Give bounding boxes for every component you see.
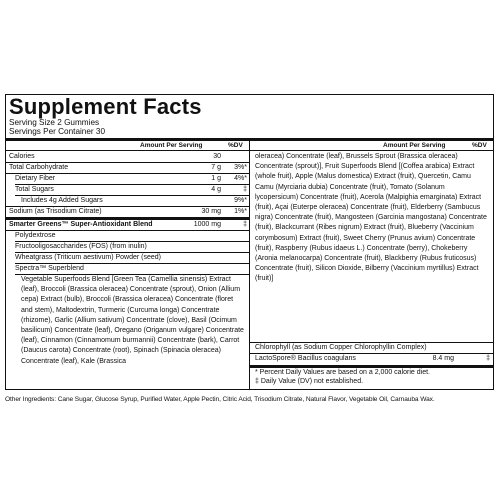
row-lactospore: LactoSpore® Bacillus coagulans	[255, 355, 356, 362]
row-rule	[6, 173, 249, 174]
row-rule	[249, 353, 493, 354]
footnote-dv-basis: * Percent Daily Values are based on a 2,000 calorie diet.	[255, 369, 430, 376]
row-rule	[15, 195, 249, 196]
sugars-amount: 4 g	[211, 186, 221, 193]
section-bar	[6, 217, 249, 220]
sugars-dv: ‡	[243, 186, 247, 193]
left-dv-header: %DV	[228, 142, 243, 149]
header-rule-right	[249, 150, 493, 151]
calories-amount: 30	[213, 153, 221, 160]
carb-amount: 7 g	[211, 164, 221, 171]
row-added-sugars: Includes 4g Added Sugars	[21, 197, 103, 204]
row-total-sugars: Total Sugars	[15, 186, 54, 193]
fiber-amount: 1 g	[211, 175, 221, 182]
footnote-bar	[249, 365, 493, 368]
row-sodium: Sodium (as Trisodium Citrate)	[9, 208, 102, 215]
sodium-dv: 1%*	[234, 208, 247, 215]
row-rule	[249, 342, 493, 343]
row-rule	[15, 184, 249, 185]
vegetable-superfoods-text: Vegetable Superfoods Blend [Green Tea (Camellia sinensis) Extract (leaf), Broccoli (Brassica oleracea) Concentrate (sprout), Onion (Allium cepa) Extract (bulb), Broccoli (Brassica oleracea) Concentrate (floret and stem), Maltodextrin, Turmeric (Curcuma longa) Concentrate (rhizome), Garlic (Allium sativum) Concentrate (clove), Basil (Ocimum basilicum) Concentrate (leaf), Oregano (Origanum vulgare) Concentrate (leaf), Cinnamon (Cinnamomum burmannii) Concentrate (bark), Carrot (Daucus carota) Concentrate (root), Spinach (Spinacia oleracea) Concentrate (leaf), Kale (Brassica	[21, 276, 244, 365]
row-chlorophyll: Chlorophyll (as Sodium Copper Chlorophyllin Complex)	[255, 344, 427, 351]
lactospore-amount: 8.4 mg	[432, 355, 454, 362]
servings-per-container: Servings Per Container 30	[9, 127, 106, 136]
blend-amount: 1000 mg	[193, 221, 221, 228]
row-rule	[15, 252, 249, 253]
blend-dv: ‡	[243, 221, 247, 228]
added-sugars-dv: 9%*	[234, 197, 247, 204]
right-amount-header: Amount Per Serving	[383, 142, 446, 149]
carb-dv: 3%*	[234, 164, 247, 171]
panel-title: Supplement Facts	[9, 94, 202, 119]
right-dv-header: %DV	[472, 142, 487, 149]
column-divider	[249, 141, 250, 389]
row-smarter-greens-blend: Smarter Greens™ Super-Antioxidant Blend	[9, 221, 153, 228]
row-calories: Calories	[9, 153, 35, 160]
fiber-dv: 4%*	[234, 175, 247, 182]
row-fos: Fructooligosaccharides (FOS) (from inulin)	[15, 243, 147, 250]
serving-size: Serving Size 2 Gummies	[9, 118, 100, 127]
row-rule	[15, 263, 249, 264]
row-rule	[6, 206, 249, 207]
fruit-superfoods-text: oleracea) Concentrate (leaf), Brussels Sprout (Brassica oleracea) Concentrate (sprout)], Fruit Superfoods Blend [(Coffea arabica) Extract (whole fruit), Apple (Malus domestica) Extract (fruit), Quercetin, Camu Camu (Myrciaria dubia) Concentrate (fruit), Tomato (Solanum lycopersicum) Concentrate (fruit), Acerola (Malpighia emarginata) Extract (fruit), Açai (Euterpe oleracea) Concentrate (fruit), Elderberry (Sambucus nigra) Concentrate (fruit), Mangosteen (Garcinia mangostana) Concentrate (fruit), Blackcurrant (Ribes nigrum) Extract (fruit), Blueberry (Vaccinium corymbosum) Extract (fruit), Sweet Cherry (Prunus avium) Concentrate (fruit), Raspberry (Rubus idaeus L.) Concentrate (berry), Chokeberry (Aronia melanocarpa) Concentrate (fruit), Blackberry (Rubus fruticosus) Concentrate (fruit), Silicon Dioxide, Bilberry (Vaccinium myrtillus) Extract (fruit)]	[255, 153, 487, 283]
sodium-amount: 30 mg	[201, 208, 221, 215]
row-rule	[15, 241, 249, 242]
row-spectra-superblend: Spectra™ Superblend	[15, 265, 84, 272]
row-rule	[6, 230, 249, 231]
row-total-carbohydrate: Total Carbohydrate	[9, 164, 69, 171]
footnote-dv-not-established: ‡ Daily Value (DV) not established.	[255, 378, 364, 385]
supplement-facts-panel	[5, 94, 494, 390]
other-ingredients: Other Ingredients: Cane Sugar, Glucose Syrup, Purified Water, Apple Pectin, Citric Acid, Trisodium Citrate, Natural Flavor, Vegetable Oil, Carnauba Wax.	[5, 396, 435, 403]
row-rule	[6, 162, 249, 163]
left-amount-header: Amount Per Serving	[140, 142, 203, 149]
lactospore-dv: ‡	[486, 355, 490, 362]
row-polydextrose: Polydextrose	[15, 232, 56, 239]
row-wheatgrass: Wheatgrass (Triticum aestivum) Powder (seed)	[15, 254, 162, 261]
header-rule-left	[6, 150, 249, 151]
row-dietary-fiber: Dietary Fiber	[15, 175, 56, 182]
